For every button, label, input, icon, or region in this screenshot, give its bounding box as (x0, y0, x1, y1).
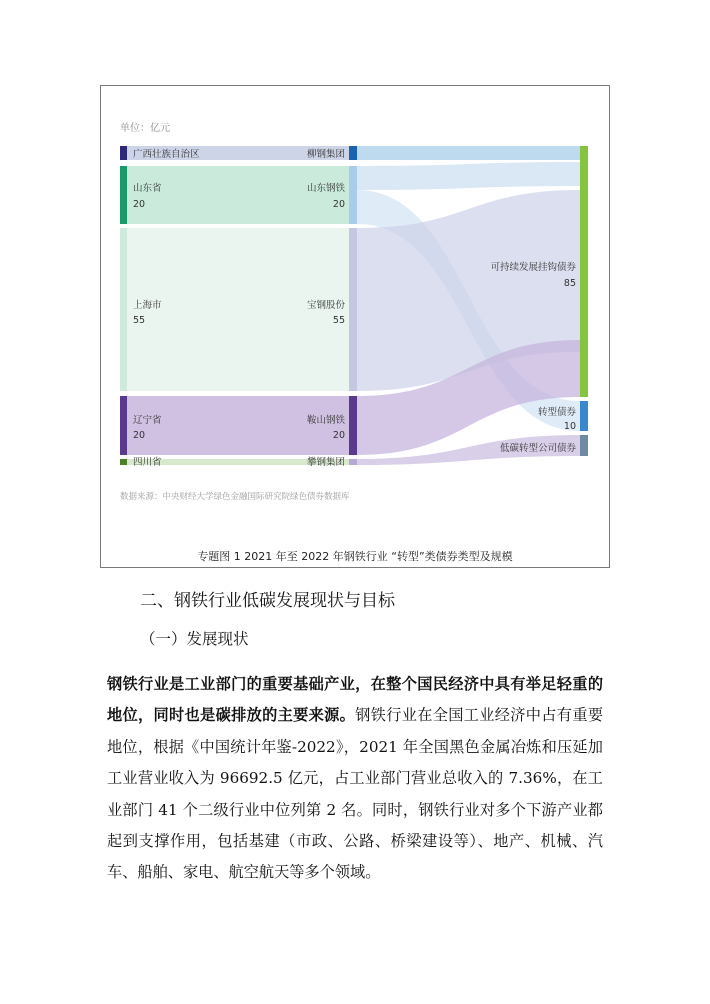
label-region-1: 山东省 (133, 183, 162, 194)
flow-shandong-slb (357, 162, 580, 190)
value-region-2: 55 (133, 315, 146, 326)
node-bond-0 (580, 146, 588, 397)
node-company-3 (349, 396, 357, 455)
node-region-1 (120, 166, 127, 224)
label-bond-2: 低碳转型公司债券 (499, 443, 576, 454)
label-region-2: 上海市 (133, 300, 162, 311)
body-paragraph (107, 669, 603, 889)
value-region-3: 20 (133, 430, 146, 441)
section-heading: 二、钢铁行业低碳发展现状与目标 (140, 591, 395, 611)
node-region-0 (120, 146, 127, 160)
flow-region-company-1 (127, 166, 349, 224)
label-company-2: 宝钢股份 (306, 300, 345, 311)
label-bond-0: 可持续发展挂钩债券 (490, 262, 576, 273)
node-bond-2 (580, 435, 588, 456)
value-company-3: 20 (332, 430, 345, 441)
label-region-3: 辽宁省 (133, 415, 162, 426)
label-bond-1: 转型债券 (537, 407, 576, 418)
node-bond-1 (580, 401, 588, 431)
source-label: 数据来源：中央财经大学绿色金融国际研究院绿色债券数据库 (120, 492, 350, 502)
value-bond-0: 85 (563, 278, 576, 289)
value-company-2: 55 (332, 315, 345, 326)
para-bold-lead: 钢铁行业是工业部门的重要基础产业，在整个国民经济中具有举足轻重的地位，同时也是碳排放的主要来源。 (107, 675, 603, 725)
para-text: 钢铁行业在全国工业经济中占有重要地位，根据《中国统计年鉴-2022》，2021 年全国黑色金属冶炼和压延加工业营业收入为 96692.5 亿元，占工业部门营业总收入的 7.36%，在工业部门 41 个二级行业中位列第 2 名。同时，钢铁行业对多个下游产业都起到支撑作用，包括基建（市政、公路、桥梁建设等）、地产、机械、汽车、船舶、家电、航空航天等多个领域。 (107, 706, 604, 882)
label-company-4: 攀钢集团 (306, 457, 345, 468)
figure-caption: 专题图 1 2021 年至 2022 年钢铁行业 “转型”类债券类型及规模 (197, 550, 513, 563)
value-company-1: 20 (332, 199, 345, 210)
node-company-2 (349, 228, 357, 391)
label-region-0: 广西壮族自治区 (133, 149, 200, 160)
unit-label: 单位：亿元 (120, 123, 170, 134)
node-company-1 (349, 166, 357, 224)
node-company-4 (349, 459, 357, 465)
node-region-2 (120, 228, 127, 391)
node-region-4 (120, 459, 127, 465)
node-region-3 (120, 396, 127, 455)
label-region-4: 四川省 (133, 457, 162, 468)
value-region-1: 20 (133, 199, 146, 210)
label-company-3: 鞍山钢铁 (306, 415, 345, 426)
section-subheading: （一）发展现状 (140, 630, 249, 648)
flow-liugang-slb (357, 146, 580, 160)
node-company-0 (349, 146, 357, 160)
label-company-1: 山东钢铁 (306, 183, 345, 194)
label-company-0: 柳钢集团 (306, 149, 345, 160)
value-bond-1: 10 (563, 421, 576, 432)
